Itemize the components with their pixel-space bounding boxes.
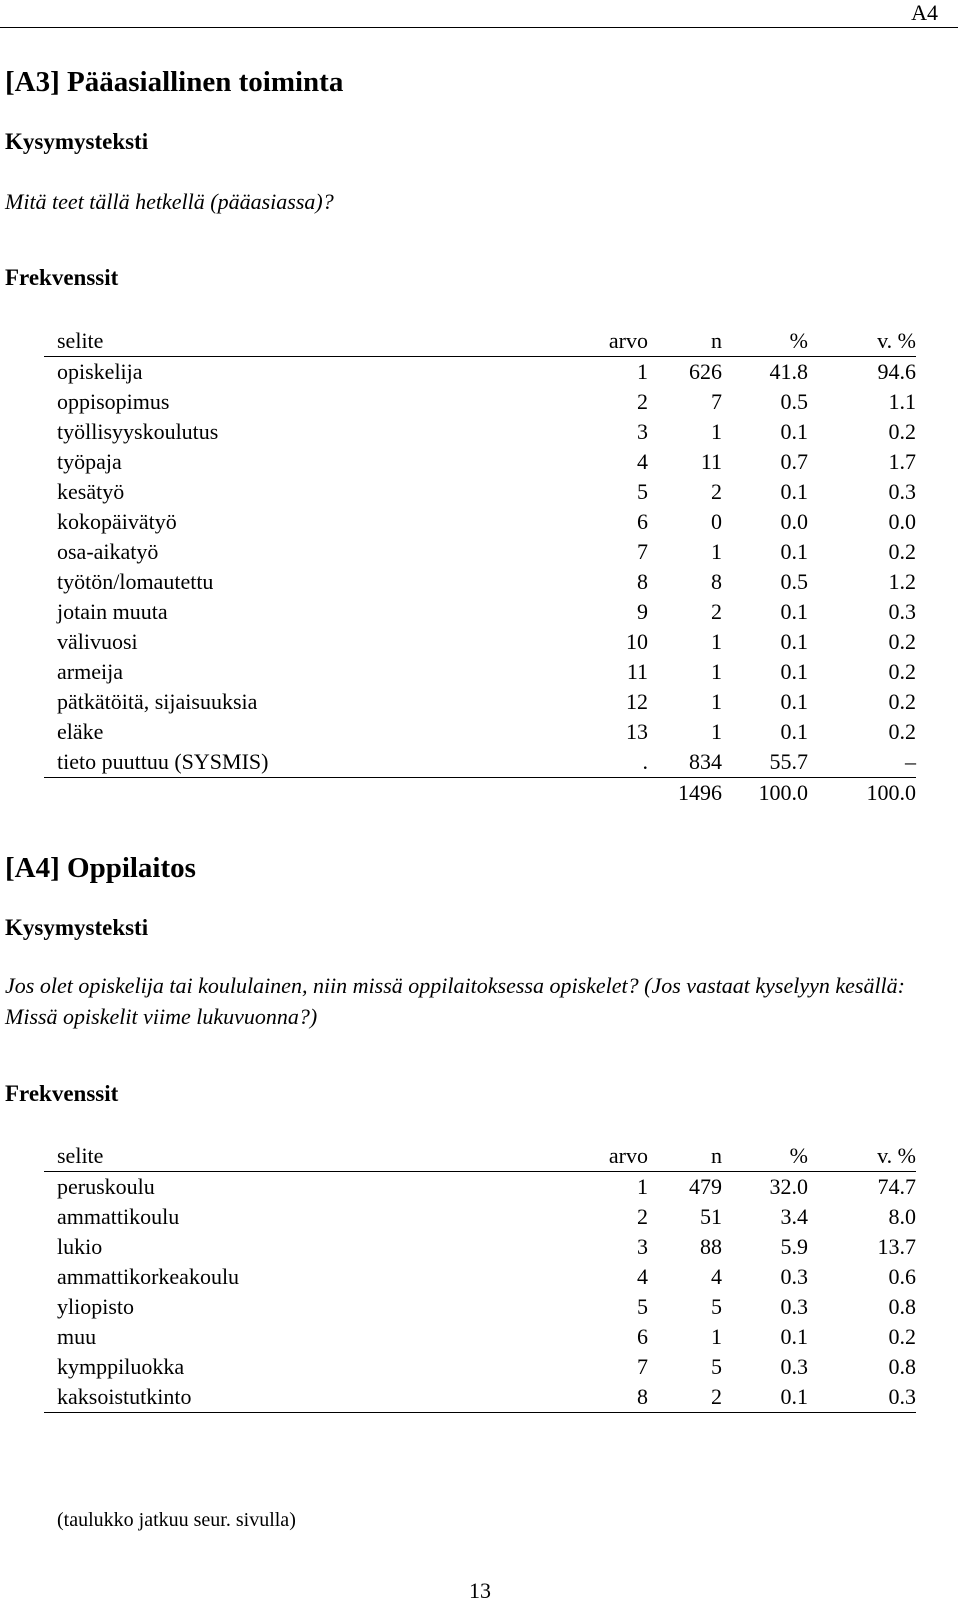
row-count: 2 [711,599,722,624]
table-row [44,567,916,597]
frequency-heading-a3: Frekvenssit [5,265,119,290]
table-header-row [44,326,916,357]
row-label: kymppiluokka [57,1354,185,1379]
row-value-code: 8 [637,569,648,594]
row-valid-percent: 8.0 [888,1204,916,1229]
row-value-code: . [642,749,648,774]
row-count: 1 [711,719,722,744]
row-percent: 0.3 [780,1264,808,1289]
row-percent: 0.5 [780,569,808,594]
row-count: 1 [711,419,722,444]
row-percent: 0.1 [780,689,808,714]
total-row-label [44,778,564,809]
row-valid-percent: 0.8 [888,1354,916,1379]
row-value-code: 1 [637,1174,648,1199]
column-header-valid-percent: v. % [808,1141,916,1172]
row-percent: 0.1 [780,599,808,624]
table-row [44,1172,916,1203]
row-valid-percent: 0.2 [888,719,916,744]
row-percent: 0.1 [780,629,808,654]
row-valid-percent: 0.2 [888,629,916,654]
question-text-a3: Mitä teet tällä hetkellä (pääasiassa)? [5,189,334,214]
row-value-code: 3 [637,1234,648,1259]
row-valid-percent: 1.7 [888,449,916,474]
row-percent: 0.1 [780,659,808,684]
row-label: jotain muuta [57,599,168,624]
column-header-selite: selite [44,326,564,357]
row-percent: 0.1 [780,1324,808,1349]
row-label: armeija [57,659,123,684]
row-value-code: 6 [637,1324,648,1349]
table-row [44,537,916,567]
row-label: ammattikorkeakoulu [57,1264,240,1289]
row-value-code: 4 [637,1264,648,1289]
row-percent: 5.9 [780,1234,808,1259]
row-count: 5 [711,1294,722,1319]
row-valid-percent: – [905,749,916,774]
row-count: 5 [711,1354,722,1379]
row-valid-percent: 94.6 [877,359,916,384]
row-valid-percent: 0.0 [888,509,916,534]
row-count: 7 [711,389,722,414]
total-percent: 100.0 [722,778,808,809]
row-label: muu [57,1324,97,1349]
table-row [44,507,916,537]
row-label: työpaja [57,449,122,474]
row-percent: 55.7 [769,749,808,774]
row-value-code: 2 [637,389,648,414]
row-label: tieto puuttuu (SYSMIS) [57,749,269,774]
row-percent: 0.1 [780,719,808,744]
frequency-heading-a4: Frekvenssit [5,1081,119,1106]
row-label: kokopäivätyö [57,509,177,534]
row-label: opiskelija [57,359,143,384]
section-title-a3: [A3] Pääasiallinen toiminta [5,66,344,98]
row-valid-percent: 0.2 [888,1324,916,1349]
row-label: eläke [57,719,104,744]
row-valid-percent: 0.2 [888,419,916,444]
row-percent: 3.4 [780,1204,808,1229]
row-valid-percent: 0.3 [888,479,916,504]
table-row [44,657,916,687]
row-count: 1 [711,659,722,684]
frequency-table-a3 [44,326,916,808]
total-row [44,778,916,809]
table-row [44,687,916,717]
row-value-code: 7 [637,539,648,564]
row-label: ammattikoulu [57,1204,180,1229]
row-valid-percent: 1.2 [888,569,916,594]
row-label: pätkätöitä, sijaisuuksia [57,689,258,714]
row-value-code: 4 [637,449,648,474]
row-count: 8 [711,569,722,594]
row-valid-percent: 0.3 [808,1382,916,1413]
column-header-percent: % [722,1141,808,1172]
table-row [44,477,916,507]
table-row [44,597,916,627]
row-percent: 0.1 [780,419,808,444]
table-row [44,357,916,388]
row-count: 1 [711,539,722,564]
row-label: osa-aikatyö [57,539,159,564]
page-header-tag: A4 [911,0,938,25]
row-label: kesätyö [57,479,125,504]
total-valid-percent: 100.0 [808,778,916,809]
row-valid-percent: 0.2 [888,659,916,684]
column-header-percent: % [722,326,808,357]
row-percent: 41.8 [769,359,808,384]
table-body-a3 [44,357,916,778]
row-value-code: 5 [637,479,648,504]
table-row [44,1322,916,1352]
row-valid-percent: 0.3 [888,599,916,624]
row-value-code: 8 [564,1382,648,1413]
table-header-row [44,1141,916,1172]
column-header-valid-percent: v. % [808,326,916,357]
row-percent: 0.5 [780,389,808,414]
row-count: 0 [711,509,722,534]
row-value-code: 2 [637,1204,648,1229]
table-row [44,747,916,778]
column-header-arvo: arvo [564,1141,648,1172]
row-count: 626 [689,359,722,384]
row-percent: 32.0 [769,1174,808,1199]
row-value-code: 10 [626,629,648,654]
row-value-code: 3 [637,419,648,444]
table-row [44,387,916,417]
table-row [44,1292,916,1322]
row-value-code: 1 [637,359,648,384]
column-header-n: n [648,326,722,357]
column-header-arvo: arvo [564,326,648,357]
question-heading-a3: Kysymysteksti [5,129,149,154]
row-percent: 0.7 [780,449,808,474]
row-value-code: 13 [626,719,648,744]
row-percent: 0.0 [780,509,808,534]
row-percent: 0.3 [780,1294,808,1319]
question-text-a4: Jos olet opiskelija tai koululainen, niin missä oppilaitoksessa opiskelet? (Jos vastaat kyselyyn kesällä: Missä opiskelit viime lukuvuonna?) [5,973,905,1029]
row-count: 11 [700,449,722,474]
frequency-table-a4 [44,1141,916,1413]
row-count: 834 [689,749,722,774]
row-valid-percent: 13.7 [877,1234,916,1259]
table-row [44,447,916,477]
row-value-code: 12 [626,689,648,714]
table-row [44,717,916,747]
table-row [44,417,916,447]
row-count: 2 [711,479,722,504]
row-value-code: 7 [637,1354,648,1379]
table-row [44,1202,916,1232]
row-value-code: 11 [626,659,648,684]
row-label: välivuosi [57,629,138,654]
row-valid-percent: 74.7 [877,1174,916,1199]
page-number: 13 [469,1578,491,1603]
row-label: lukio [57,1234,103,1259]
table-continues-note: (taulukko jatkuu seur. sivulla) [57,1509,296,1531]
row-percent: 0.1 [722,1382,808,1413]
total-n: 1496 [648,778,722,809]
section-title-a4: [A4] Oppilaitos [5,852,196,884]
column-header-n: n [648,1141,722,1172]
table-row [44,1262,916,1292]
row-label: työllisyyskoulutus [57,419,219,444]
table-row [44,1352,916,1382]
question-heading-a4: Kysymysteksti [5,915,149,940]
row-count: 51 [700,1204,722,1229]
row-value-code: 6 [637,509,648,534]
row-count: 1 [711,629,722,654]
row-count: 479 [689,1174,722,1199]
row-label: kaksoistutkinto [44,1382,564,1413]
row-count: 4 [711,1264,722,1289]
row-label: peruskoulu [57,1174,155,1199]
header-rule [0,27,958,28]
column-header-selite: selite [44,1141,564,1172]
row-valid-percent: 0.2 [888,689,916,714]
row-label: oppisopimus [57,389,170,414]
table-row [44,627,916,657]
row-valid-percent: 0.2 [888,539,916,564]
row-valid-percent: 0.8 [888,1294,916,1319]
table-body-a4 [44,1172,916,1413]
row-label: yliopisto [57,1294,135,1319]
row-value-code: 5 [637,1294,648,1319]
row-percent: 0.1 [780,539,808,564]
row-count: 1 [711,689,722,714]
row-percent: 0.1 [780,479,808,504]
row-label: työtön/lomautettu [57,569,214,594]
row-value-code: 9 [637,599,648,624]
row-count: 1 [711,1324,722,1349]
total-row-arvo [564,778,648,809]
table-row [44,1232,916,1262]
row-percent: 0.3 [780,1354,808,1379]
row-count: 2 [648,1382,722,1413]
row-valid-percent: 0.6 [888,1264,916,1289]
table-row [44,1382,916,1413]
row-valid-percent: 1.1 [888,389,916,414]
row-count: 88 [700,1234,722,1259]
